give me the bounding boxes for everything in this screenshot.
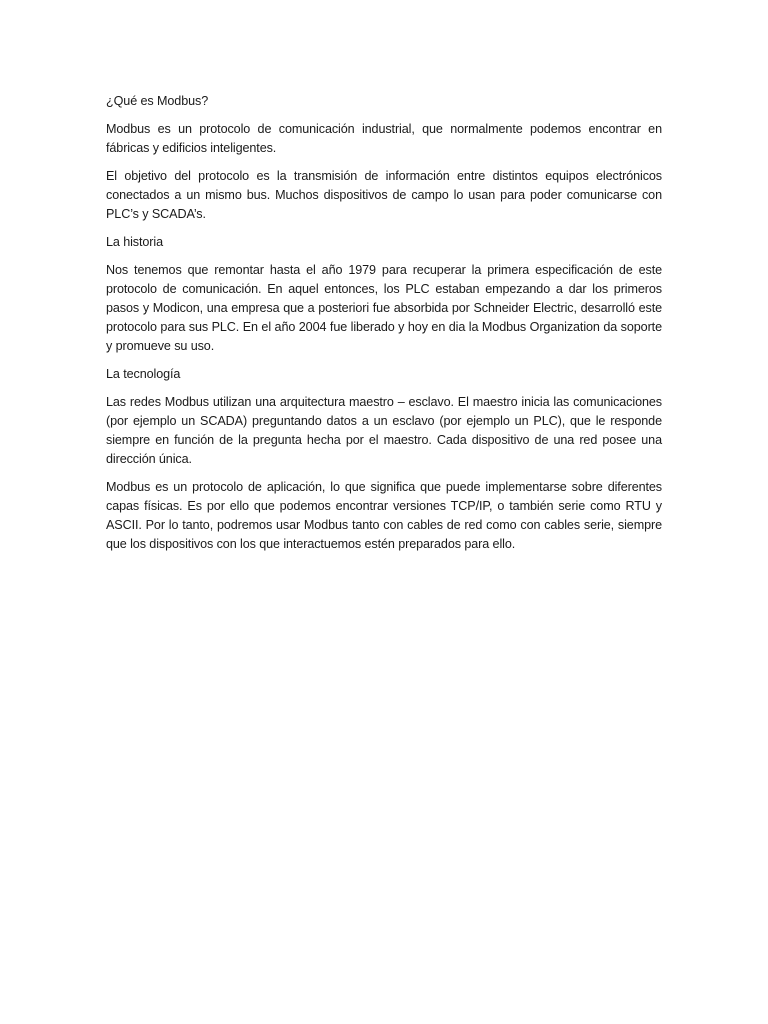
history-paragraph: Nos tenemos que remontar hasta el año 1979 para recuperar la primera especificación de este protocolo de comunicación. En aquel entonces, los PLC estaban empezando a dar los primeros pasos y Modicon, una empresa que a posteriori fue absorbida por Schneider Electric, desarrolló este protocolo para sus PLC. En el año 2004 fue liberado y hoy en dia la Modbus Organization da soporte y promueve su uso.: [106, 263, 662, 353]
technology-paragraph-2: Modbus es un protocolo de aplicación, lo que significa que puede implementarse sobre diferentes capas físicas. Es por ello que podemos encontrar versiones TCP/IP, o también serie como RTU y ASCII. Por lo tanto, podremos usar Modbus tanto con cables de red como con cables serie, siempre que los dispositivos con los que interactuemos estén preparados para ello.: [106, 480, 662, 551]
document-body: [106, 92, 662, 563]
history-heading: La historia: [106, 235, 164, 249]
document-title: ¿Qué es Modbus?: [106, 94, 209, 108]
intro-paragraph-2: El objetivo del protocolo es la transmisión de información entre distintos equipos electrónicos conectados a un mismo bus. Muchos dispositivos de campo lo usan para poder comunicarse con PLC’s y SCADA’s.: [106, 169, 662, 221]
intro-paragraph-1: Modbus es un protocolo de comunicación industrial, que normalmente podemos encontrar en fábricas y edificios inteligentes.: [106, 122, 662, 155]
technology-paragraph-1: Las redes Modbus utilizan una arquitectura maestro – esclavo. El maestro inicia las comunicaciones (por ejemplo un SCADA) preguntando datos a un esclavo (por ejemplo un PLC), que le responde siempre en función de la pregunta hecha por el maestro. Cada dispositivo de una red posee una dirección única.: [106, 395, 662, 466]
technology-heading: La tecnología: [106, 367, 181, 381]
